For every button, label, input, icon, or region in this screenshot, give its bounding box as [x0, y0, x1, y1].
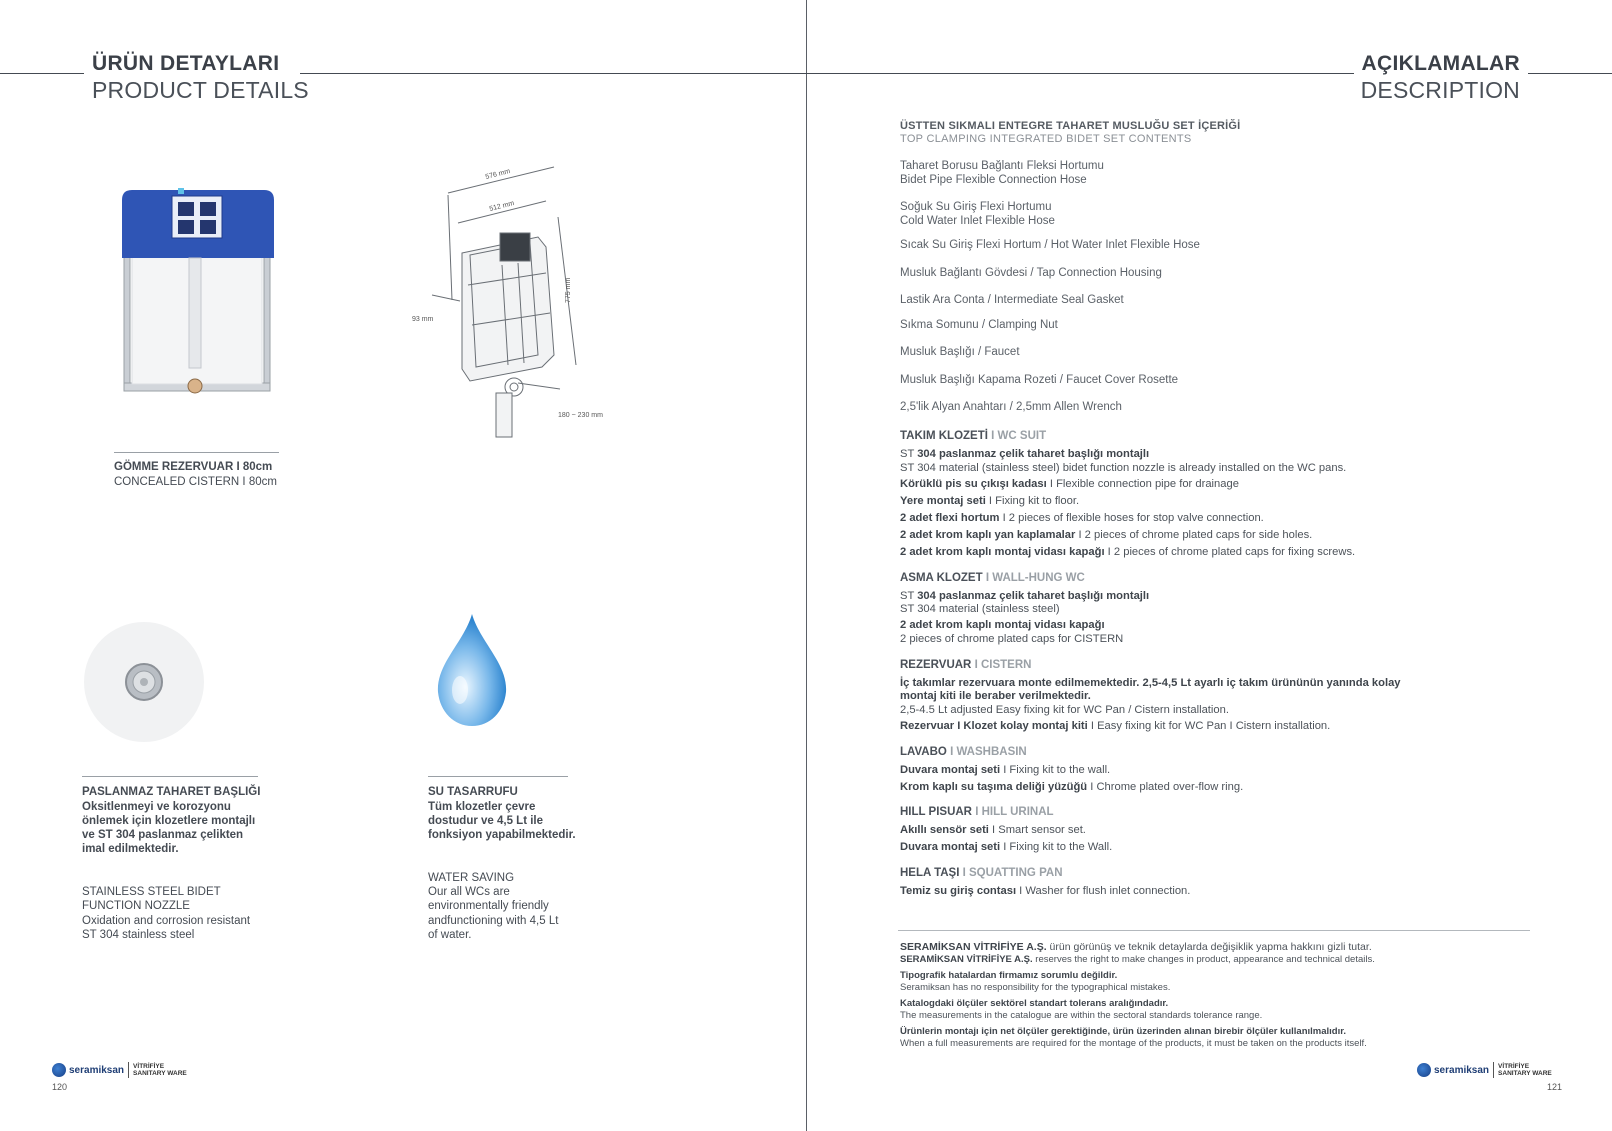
set-item-8: Musluk Başlığı Kapama Rozeti / Faucet Cover Rosette [900, 374, 1179, 386]
cistern-line-4: Rezervuar I Klozet kolay montaj kiti I Easy fixing kit for WC Pan I Cistern installation. [900, 720, 1331, 732]
section-cistern-title: REZERVUAR I CISTERN [900, 659, 1032, 671]
dim-width-inner: 512 mm [488, 200, 516, 213]
note-4: Seramiksan has no responsibility for the typographical mistakes. [900, 982, 1171, 993]
nozzle-desc-tr-4: imal edilmektedir. [82, 843, 179, 855]
note-2: SERAMİKSAN VİTRİFİYE A.Ş. reserves the right to make changes in product, appearance and technical details. [900, 954, 1375, 965]
set-title-en: TOP CLAMPING INTEGRATED BIDET SET CONTENTS [900, 133, 1192, 145]
set-item-1a: Taharet Borusu Bağlantı Fleksi Hortumu [900, 160, 1104, 172]
logo-brand: seramiksan [1434, 1064, 1490, 1076]
water-desc-en-1: Our all WCs are [428, 886, 510, 898]
right-title-tr: AÇIKLAMALAR [1361, 52, 1520, 75]
header-rule-left-a [0, 73, 84, 74]
washbasin-line-1: Duvara montaj seti I Fixing kit to the wall. [900, 764, 1111, 776]
header-rule-right-a [806, 73, 1354, 74]
logo-mark-icon [52, 1063, 66, 1077]
set-item-2b: Cold Water Inlet Flexible Hose [900, 215, 1055, 227]
water-desc-en-2: environmentally friendly [428, 900, 549, 912]
note-7: Ürünlerin montajı için net ölçüler gerektiğinde, ürün üzerinden alınan birebir ölçüler kullanılmalıdır. [900, 1026, 1347, 1037]
left-title-tr: ÜRÜN DETAYLARI [92, 52, 280, 75]
page-spine [806, 0, 807, 1131]
water-title-en: WATER SAVING [428, 872, 515, 884]
urinal-line-1: Akıllı sensör seti I Smart sensor set. [900, 824, 1086, 836]
set-item-2a: Soğuk Su Giriş Flexi Hortumu [900, 201, 1052, 213]
wc-suit-line-4: Yere montaj seti I Fixing kit to floor. [900, 495, 1080, 507]
wall-hung-line-4: 2 pieces of chrome plated caps for CISTERN [900, 633, 1124, 645]
cistern-line-1: İç takımlar rezervuara monte edilmemektedir. 2,5-4,5 Lt ayarlı iç takım ürününün yanında kolay [900, 677, 1401, 689]
nozzle-desc-tr-3: ve ST 304 paslanmaz çelikten [82, 829, 244, 841]
set-item-7: Musluk Başlığı / Faucet [900, 346, 1020, 358]
logo-sub2: SANITARY WARE [1498, 1070, 1552, 1077]
wall-hung-line-1: ST 304 paslanmaz çelik taharet başlığı montajlı [900, 590, 1150, 602]
set-item-6: Sıkma Somunu / Clamping Nut [900, 319, 1058, 331]
page-number-left: 120 [52, 1082, 68, 1092]
note-5: Katalogdaki ölçüler sektörel standart tolerans aralığındadır. [900, 998, 1169, 1009]
nozzle-desc-tr-2: önlemek için klozetlere montajlı [82, 815, 256, 827]
nozzle-title-tr: PASLANMAZ TAHARET BAŞLIĞI [82, 786, 261, 798]
set-item-9: 2,5'lik Alyan Anahtarı / 2,5mm Allen Wrench [900, 401, 1122, 413]
water-title-tr: SU TASARRUFU [428, 786, 518, 798]
water-desc-tr-2: dostudur ve 4,5 Lt ile [428, 815, 544, 827]
nozzle-rule [82, 776, 258, 777]
cistern-caption-rule [114, 452, 279, 453]
cistern-caption-tr: GÖMME REZERVUAR I 80cm [114, 461, 273, 473]
water-drop-icon [434, 612, 510, 728]
logo-sub1: VİTRİFİYE [1498, 1063, 1530, 1070]
note-1: SERAMİKSAN VİTRİFİYE A.Ş. ürün görünüş ve teknik detaylarda değişiklik yapma hakkını gizli tutar. [900, 941, 1372, 953]
section-urinal-title: HILL PISUAR I HILL URINAL [900, 806, 1054, 818]
wc-suit-line-5: 2 adet flexi hortum I 2 pieces of flexible hoses for stop valve connection. [900, 512, 1264, 524]
washbasin-line-2: Krom kaplı su taşıma deliği yüzüğü I Chrome plated over-flow ring. [900, 781, 1244, 793]
nozzle-desc-en-2: ST 304 stainless steel [82, 929, 195, 941]
page-number-right: 121 [1547, 1082, 1563, 1092]
dim-depth: 93 mm [412, 316, 434, 323]
section-wc-suit-title: TAKIM KLOZETİ I WC SUIT [900, 430, 1047, 442]
header-rule-left-b [300, 73, 806, 74]
nozzle-desc-tr-1: Oksitlenmeyi ve korozyonu [82, 801, 231, 813]
set-title-tr: ÜSTTEN SIKMALI ENTEGRE TAHARET MUSLUĞU SET İÇERİĞİ [900, 120, 1241, 132]
section-wall-hung-title: ASMA KLOZET I WALL-HUNG WC [900, 572, 1085, 584]
cistern-line-2: montaj kiti ile beraber verilmektedir. [900, 690, 1091, 702]
cistern-caption-en: CONCEALED CISTERN I 80cm [114, 476, 277, 488]
set-item-1b: Bidet Pipe Flexible Connection Hose [900, 174, 1087, 186]
set-item-5: Lastik Ara Conta / Intermediate Seal Gasket [900, 294, 1124, 306]
nozzle-title-en-2: FUNCTION NOZZLE [82, 900, 190, 912]
water-desc-en-3: andfunctioning with 4,5 Lt [428, 915, 559, 927]
cistern-line-3: 2,5-4.5 Lt adjusted Easy fixing kit for WC Pan / Cistern installation. [900, 704, 1229, 716]
dim-range: 180 ~ 230 mm [558, 412, 603, 419]
concealed-cistern-photo [118, 188, 278, 408]
right-title-en: DESCRIPTION [1360, 77, 1520, 103]
footer-notes-rule [898, 930, 1530, 931]
set-item-3: Sıcak Su Giriş Flexi Hortum / Hot Water Inlet Flexible Hose [900, 239, 1200, 251]
wc-suit-line-7: 2 adet krom kaplı montaj vidası kapağı I 2 pieces of chrome plated caps for fixing screws. [900, 546, 1356, 558]
left-title-en: PRODUCT DETAILS [92, 77, 309, 103]
seramiksan-logo-right [1417, 1062, 1552, 1078]
wall-hung-line-3: 2 adet krom kaplı montaj vidası kapağı [900, 619, 1105, 631]
note-6: The measurements in the catalogue are within the sectoral standards tolerance range. [900, 1010, 1263, 1021]
set-item-4: Musluk Bağlantı Gövdesi / Tap Connection Housing [900, 267, 1162, 279]
water-rule [428, 776, 568, 777]
dim-width-outer: 576 mm [484, 168, 512, 181]
urinal-line-2: Duvara montaj seti I Fixing kit to the Wall. [900, 841, 1113, 853]
dim-height: 775 mm [565, 277, 572, 303]
header-rule-right-b [1528, 73, 1612, 74]
seramiksan-logo-left [52, 1062, 187, 1078]
cistern-technical-drawing [412, 155, 618, 455]
nozzle-title-en-1: STAINLESS STEEL BIDET [82, 886, 221, 898]
wc-suit-line-1: ST 304 paslanmaz çelik taharet başlığı montajlı [900, 448, 1150, 460]
water-desc-en-4: of water. [428, 929, 472, 941]
logo-sub1: VİTRİFİYE [133, 1063, 165, 1070]
wc-suit-line-2: ST 304 material (stainless steel) bidet function nozzle is already installed on the WC pans. [900, 462, 1347, 474]
note-3: Tipografik hatalardan firmamız sorumlu değildir. [900, 970, 1118, 981]
wc-suit-line-6: 2 adet krom kaplı yan kaplamalar I 2 pieces of chrome plated caps for side holes. [900, 529, 1313, 541]
bidet-nozzle-photo [82, 620, 206, 744]
logo-sub2: SANITARY WARE [133, 1070, 187, 1077]
water-desc-tr-1: Tüm klozetler çevre [428, 801, 536, 813]
nozzle-desc-en-1: Oxidation and corrosion resistant [82, 915, 251, 927]
wc-suit-line-3: Körüklü pis su çıkışı kadası I Flexible connection pipe for drainage [900, 478, 1239, 490]
logo-brand: seramiksan [69, 1064, 125, 1076]
note-8: When a full measurements are required for the montage of the products, it must be taken on the products itself. [900, 1038, 1367, 1049]
logo-mark-icon [1417, 1063, 1431, 1077]
water-desc-tr-3: fonksiyon yapabilmektedir. [428, 829, 576, 841]
squatting-line-1: Temiz su giriş contası I Washer for flush inlet connection. [900, 885, 1191, 897]
wall-hung-line-2: ST 304 material (stainless steel) [900, 603, 1060, 615]
section-squatting-title: HELA TAŞI I SQUATTING PAN [900, 867, 1063, 879]
section-washbasin-title: LAVABO I WASHBASIN [900, 746, 1027, 758]
